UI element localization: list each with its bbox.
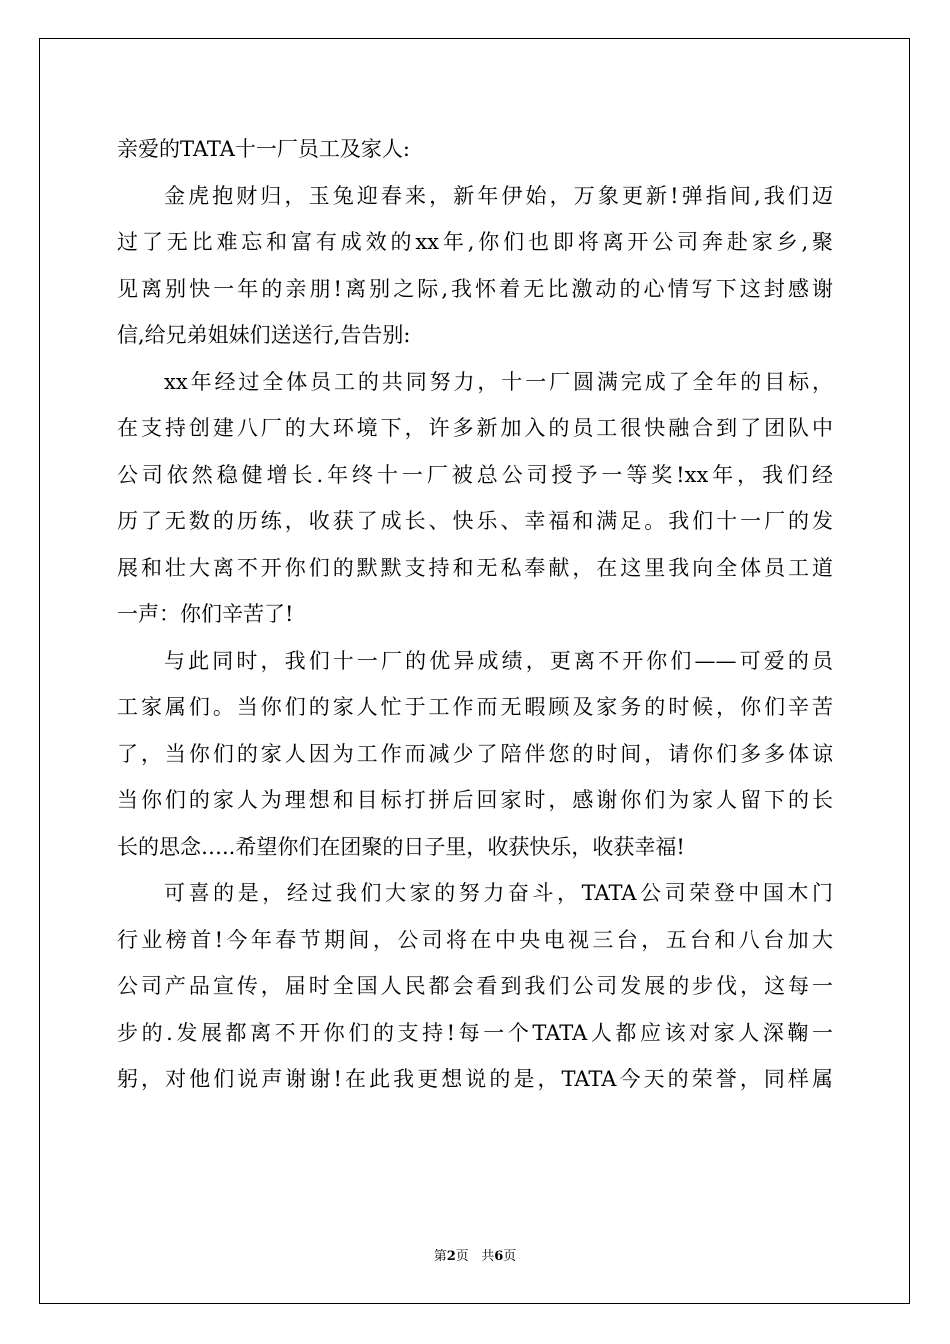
text-line: 当你们的家人为理想和目标打拼后回家时，感谢你们为家人留下的长 [117,788,833,812]
text-line: 躬，对他们说声谢谢!在此我更想说的是，TATA今天的荣誉，同样属 [117,1067,833,1091]
text-line: 了，当你们的家人因为工作而减少了陪伴您的时间，请你们多多体谅 [117,741,833,766]
text-line: 亲爱的TATA十一厂员工及家人: [117,137,410,161]
page-suffix: 页 [455,1249,469,1264]
page-prefix: 第 [433,1249,447,1264]
text-line: 信,给兄弟姐妹们送送行,告告别: [117,323,411,347]
text-line: 过了无比难忘和富有成效的xx年,你们也即将离开公司奔赴家乡,聚 [117,230,833,254]
text-line: 金虎抱财归，玉兔迎春来，新年伊始，万象更新!弹指间,我们迈 [164,183,833,208]
text-line: 公司依然稳健增长.年终十一厂被总公司授予一等奖!xx年，我们经 [117,462,833,487]
letter-body [117,126,833,1103]
text-line: 公司产品宣传，届时全国人民都会看到我们公司发展的步伐，这每一 [117,974,833,998]
text-line: 与此同时，我们十一厂的优异成绩，更离不开你们——可爱的员 [164,648,833,673]
total-suffix: 页 [503,1249,517,1264]
total-prefix: 共 [481,1249,495,1264]
text-line: 可喜的是，经过我们大家的努力奋斗，TATA公司荣登中国木门 [164,881,833,905]
current-page-number: 2 [446,1249,456,1264]
text-line: xx年经过全体员工的共同努力，十一厂圆满完成了全年的目标， [164,369,833,394]
text-line: 长的思念…..希望你们在团聚的日子里，收获快乐，收获幸福! [117,834,685,859]
text-line: 见离别快一年的亲朋!离别之际,我怀着无比激动的心情写下这封感谢 [117,276,833,301]
text-line: 在支持创建八厂的大环境下，许多新加入的员工很快融合到了团队中 [117,416,833,440]
page-footer [0,1249,950,1265]
text-line: 步的.发展都离不开你们的支持!每一个TATA人都应该对家人深鞠一 [117,1020,833,1045]
text-line: 行业榜首!今年春节期间，公司将在中央电视三台，五台和八台加大 [117,927,833,952]
text-line: 工家属们。当你们的家人忙于工作而无暇顾及家务的时候，你们辛苦 [117,695,833,719]
total-page-number: 6 [494,1249,504,1264]
text-line: 历了无数的历练，收获了成长、快乐、幸福和满足。我们十一厂的发 [117,509,833,533]
text-line: 一声：你们辛苦了! [117,602,294,626]
text-line: 展和壮大离不开你们的默默支持和无私奉献，在这里我向全体员工道 [117,555,833,580]
